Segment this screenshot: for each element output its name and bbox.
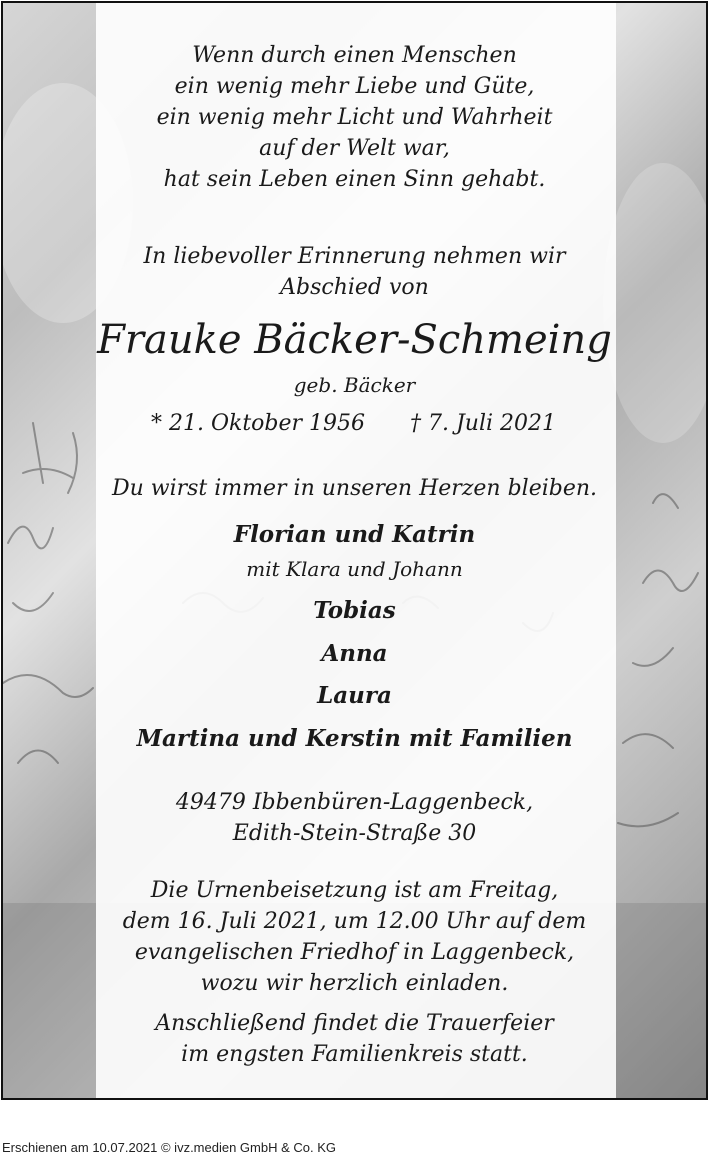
farewell-text: Du wirst immer in unseren Herzen bleiben. — [111, 476, 598, 501]
ceremony-line-2: dem 16. Juli 2021, um 12.00 Uhr auf dem — [122, 909, 587, 934]
ceremony-line-5: Anschließend findet die Trauerfeier — [155, 1011, 554, 1036]
mourner-5: Martina und Kerstin mit Familien — [136, 725, 573, 752]
address-line-2: Edith-Stein-Straße 30 — [232, 821, 477, 846]
poem-line-4: auf der Welt war, — [259, 136, 450, 161]
deceased-name: Frauke Bäcker-Schmeing — [97, 317, 612, 363]
mourner-1-children: mit Klara und Johann — [246, 557, 463, 581]
obituary-notice — [1, 1, 708, 1100]
mourner-2: Tobias — [313, 597, 396, 624]
intro-line-2: Abschied von — [280, 275, 429, 300]
maiden-name: geb. Bäcker — [293, 373, 416, 397]
ceremony-line-3: evangelischen Friedhof in Laggenbeck, — [134, 940, 575, 965]
birth-date: * 21. Oktober 1956 — [150, 411, 366, 436]
mourner-1: Florian und Katrin — [233, 521, 476, 548]
mourner-4: Laura — [317, 682, 392, 709]
poem-line-1: Wenn durch einen Menschen — [192, 43, 517, 68]
death-date: † 7. Juli 2021 — [409, 411, 557, 436]
address-line-1: 49479 Ibbenbüren-Laggenbeck, — [175, 790, 534, 815]
poem-line-2: ein wenig mehr Liebe und Güte, — [174, 74, 535, 99]
publication-footer: Erschienen am 10.07.2021 © ivz.medien GmbH & Co. KG — [2, 1140, 337, 1155]
ceremony-line-6: im engsten Familienkreis statt. — [181, 1042, 528, 1067]
ceremony-line-4: wozu wir herzlich einladen. — [200, 971, 509, 996]
poem-line-3: ein wenig mehr Licht und Wahrheit — [156, 105, 553, 130]
ceremony-line-1: Die Urnenbeisetzung ist am Freitag, — [150, 878, 559, 903]
poem-line-5: hat sein Leben einen Sinn gehabt. — [163, 167, 546, 192]
intro-line-1: In liebevoller Erinnerung nehmen wir — [143, 244, 566, 269]
mourner-3: Anna — [321, 640, 388, 667]
